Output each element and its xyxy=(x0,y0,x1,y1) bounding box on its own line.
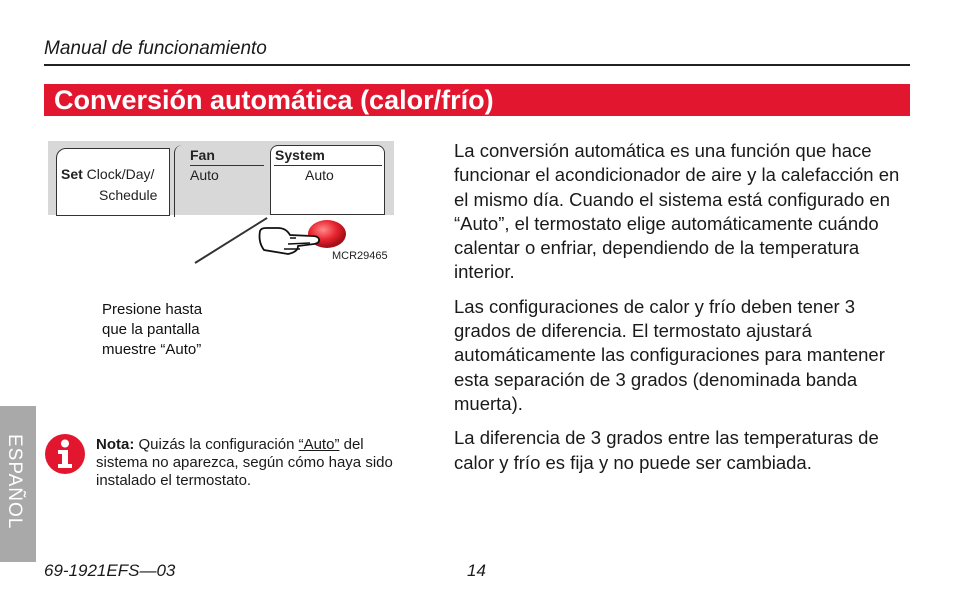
body-paragraph: La conversión automática es una función que hace funcionar el acondicionador de aire y la calefacción en el mismo día. Cuando el sistema está configurado en “Auto”, el termostato elige automáticamente cuándo calentar o enfriar, dependiendo de la temperatura interior. xyxy=(454,140,900,283)
header-divider xyxy=(44,64,910,66)
caption-line-3: muestre “Auto” xyxy=(102,341,202,358)
fan-divider xyxy=(190,165,264,166)
schedule-label: Schedule xyxy=(99,187,158,203)
page-header-title: Manual de funcionamiento xyxy=(44,38,267,59)
figure-caption xyxy=(102,300,202,360)
note-auto-link: “Auto” xyxy=(298,436,340,453)
page-number: 14 xyxy=(467,561,486,580)
caption-line-1: Presione hasta xyxy=(102,301,203,318)
note-text-after: del sistema no aparezca, según cómo haya sido instalado el termostato. xyxy=(96,436,393,489)
language-tab-label-wrap xyxy=(3,434,33,534)
document-number: 69-1921EFS—03 xyxy=(44,561,176,580)
info-icon xyxy=(44,433,86,475)
body-paragraph: Las configuraciones de calor y frío deben tener 3 grados de diferencia. El termostato ajustará automáticamente las configuraciones para mantener esta separación de 3 grados (denominada banda muerta). xyxy=(454,295,885,414)
note-label: Nota: xyxy=(96,436,135,453)
figure-code: MCR29465 xyxy=(332,250,388,262)
note-text xyxy=(96,436,396,490)
set-label-bold: Set xyxy=(61,166,83,182)
language-tab-label: ESPAÑOL xyxy=(4,434,25,530)
system-divider xyxy=(274,165,382,166)
section-title: Conversión automática (calor/frío) xyxy=(54,85,494,115)
clock-day-label: Clock/Day/ xyxy=(82,166,155,182)
system-label: System xyxy=(275,147,325,163)
note-text-before: Quizás la configuración xyxy=(134,436,299,453)
caption-line-2: que la pantalla xyxy=(102,321,200,338)
body-paragraph: La diferencia de 3 grados entre las temperaturas de calor y frío es fija y no puede ser cambiada. xyxy=(454,427,879,473)
system-value: Auto xyxy=(305,167,334,183)
set-clock-label xyxy=(61,166,154,182)
fan-value: Auto xyxy=(190,167,219,183)
fan-label: Fan xyxy=(190,147,215,163)
fan-display xyxy=(174,145,267,217)
body-text xyxy=(454,139,904,485)
set-clock-button xyxy=(56,148,170,216)
